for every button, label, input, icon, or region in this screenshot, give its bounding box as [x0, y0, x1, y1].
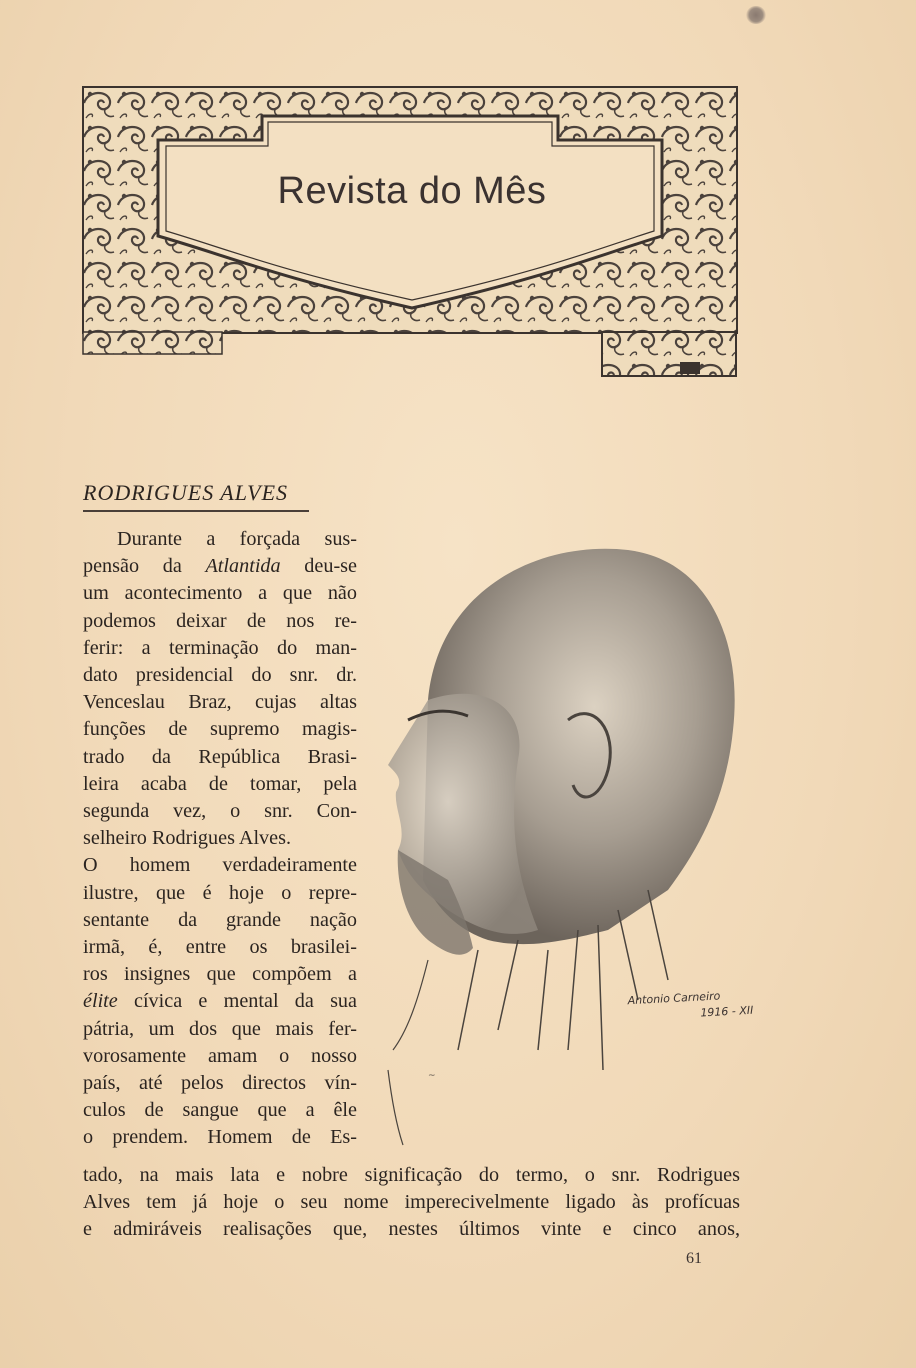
ornament-frame-icon [82, 86, 738, 378]
paper-stain [746, 6, 766, 24]
text-line: tado, na mais lata e nobre significação do termo, o snr. Rodrigues [83, 1164, 740, 1186]
artist-signature [627, 987, 753, 1025]
page-title: Revista do Mês [277, 170, 547, 212]
text-line: O homem verdadeiramente [83, 854, 357, 877]
text-line [83, 988, 357, 1015]
text-line [83, 553, 357, 580]
text-line: podemos deixar de nos re- [83, 609, 357, 632]
text-line: ros insignes que compõem a [83, 963, 357, 986]
text-line: trado da República Brasi- [83, 745, 357, 768]
signature-date: 1916 - XII [700, 1003, 754, 1020]
text-line: Durante a forçada sus- [117, 528, 357, 550]
text-line: o prendem. Homem de Es- [83, 1126, 357, 1149]
text-line: segunda vez, o snr. Con- [83, 800, 357, 823]
signature-name: Antonio Carneiro [627, 989, 721, 1008]
text-line: sentante da grande nação [83, 908, 357, 931]
magazine-name: Atlantida [205, 555, 281, 578]
section-heading: RODRIGUES ALVES [83, 480, 309, 512]
elite-word: élite [83, 990, 118, 1013]
text-fragment: cívica e mental da sua [117, 990, 357, 1013]
page-number: 61 [686, 1250, 702, 1267]
text-line: um acontecimento a que não [83, 582, 357, 605]
text-line: funções de supremo magis- [83, 718, 357, 741]
text-line: vorosamente amam o nosso [83, 1044, 357, 1067]
text-line: ferir: a terminação do man- [83, 636, 357, 659]
text-line: dato presidencial do snr. dr. [83, 664, 357, 687]
text-line: pátria, um dos que mais fer- [83, 1017, 357, 1040]
text-line: irmã, é, entre os brasilei- [83, 936, 357, 959]
text-line: selheiro Rodrigues Alves. [83, 827, 292, 850]
text-line: ilustre, que é hoje o repre- [83, 881, 357, 904]
article-continuation [83, 1162, 740, 1244]
text-line: Alves tem já hoje o seu nome imperecivelmente ligado às profícuas [83, 1191, 740, 1214]
ornamental-header-frame [82, 86, 738, 378]
small-mark: ~ [428, 1071, 436, 1081]
text-fragment: deu-se [280, 555, 357, 578]
text-line: Venceslau Braz, cujas altas [83, 691, 357, 714]
text-fragment: pensão da [83, 555, 206, 578]
portrait-sketch-icon [368, 530, 758, 1150]
article-column [83, 526, 357, 1152]
text-line: e admiráveis realisações que, nestes últimos vinte e cinco anos, [83, 1218, 740, 1241]
text-line: país, até pelos directos vín- [83, 1072, 357, 1095]
text-line: culos de sangue que a êle [83, 1099, 357, 1122]
text-line: leira acaba de tomar, pela [83, 772, 357, 795]
